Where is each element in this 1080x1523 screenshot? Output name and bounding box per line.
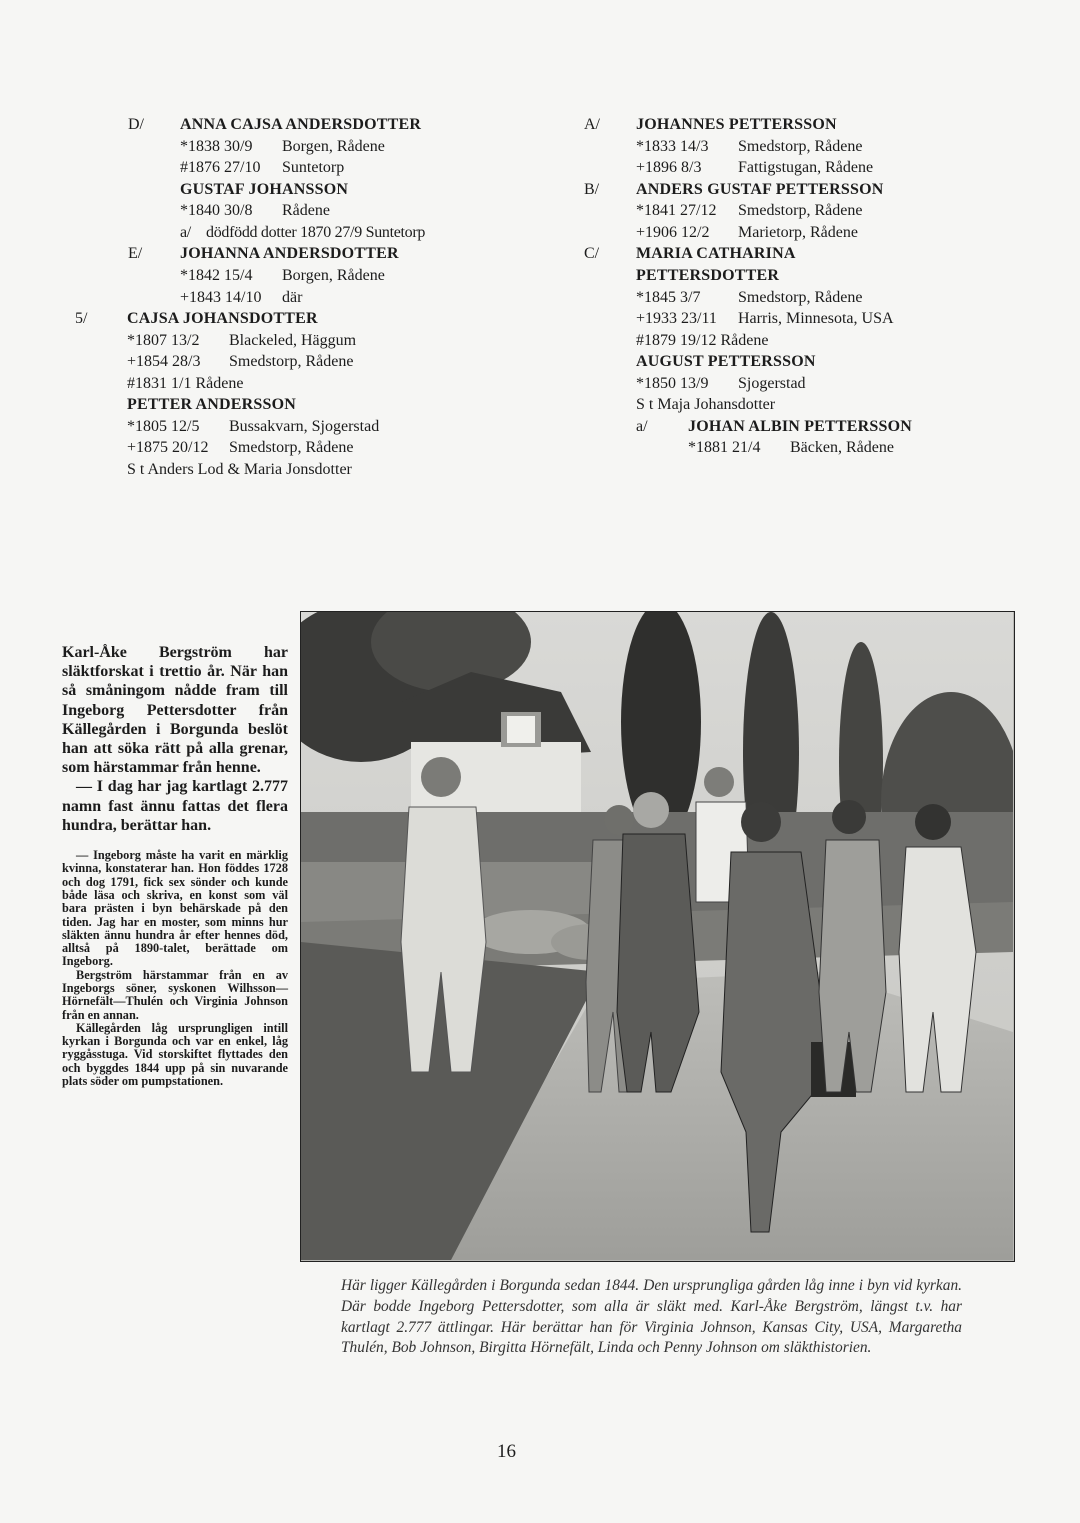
entry-parents: S t Maja Johansdotter xyxy=(636,396,776,413)
entry-label: B/ xyxy=(584,181,600,198)
entry-place: dödfödd dotter 1870 27/9 Suntetorp xyxy=(206,224,426,241)
entry-name: GUSTAF JOHANSSON xyxy=(180,181,349,198)
article-text xyxy=(62,643,288,1088)
entry-place: Harris, Minnesota, USA xyxy=(738,310,894,327)
article-body-paragraph: Bergström härstammar från en av Ingeborgs söner, syskonen Wilhsson—Hörnefält—Thulén och Virginia Johnson från en annan. xyxy=(62,967,288,1022)
entry-place: Marietorp, Rådene xyxy=(738,224,858,241)
photo-illustration xyxy=(301,612,1013,1260)
entry-date: *1841 27/12 xyxy=(636,202,717,219)
entry-place: där xyxy=(282,289,303,306)
entry-date: *1838 30/9 xyxy=(180,138,253,155)
entry-date: *1850 13/9 xyxy=(636,375,709,392)
entry-date: #1876 27/10 xyxy=(180,159,261,176)
entry-place: Smedstorp, Rådene xyxy=(738,138,863,155)
entry-place: Rådene xyxy=(282,202,330,219)
entry-date: +1843 14/10 xyxy=(180,289,262,306)
entry-name: AUGUST PETTERSSON xyxy=(636,353,816,370)
entry-date: *1842 15/4 xyxy=(180,267,253,284)
article-body-paragraph: Källegården låg ursprungligen intill kyrkan i Borgunda och var en enkel, låg ryggåsstuga. Vid storskiftet flyttades den och byggdes 1844 upp på sin nuvarande plats söder om pumpstationen. xyxy=(62,1020,288,1089)
entry-place: Smedstorp, Rådene xyxy=(738,289,863,306)
entry-date: *1833 14/3 xyxy=(636,138,709,155)
entry-parents: S t Anders Lod & Maria Jonsdotter xyxy=(127,461,352,478)
photo-caption: Här ligger Källegården i Borgunda sedan 1844. Den ursprungliga gården låg inne i byn vid kyrkan. Där bodde Ingeborg Pettersdotter, som alla är släkt med. Karl-Åke Bergström, längst t.v. har kartlagt 2.777 ättlingar. Här berättar han för Virginia Johnson, Kansas City, USA, Margaretha Thulén, Bob Johnson, Birgitta Hörnefält, Linda och Penny Johnson om släkthistorien. xyxy=(341,1277,962,1357)
entry-place: Smedstorp, Rådene xyxy=(229,439,354,456)
entry-label: A/ xyxy=(584,116,600,133)
page-number: 16 xyxy=(497,1441,516,1462)
entry-date: +1906 12/2 xyxy=(636,224,710,241)
entry-name: MARIA CATHARINA xyxy=(636,245,796,262)
entry-place: Fattigstugan, Rådene xyxy=(738,159,874,176)
entry-place: Smedstorp, Rådene xyxy=(738,202,863,219)
entry-date: a/ xyxy=(180,224,191,241)
entry-date: +1896 8/3 xyxy=(636,159,702,176)
entry-place: Bussakvarn, Sjogerstad xyxy=(229,418,380,435)
entry-date: *1840 30/8 xyxy=(180,202,253,219)
entry-name: PETTER ANDERSSON xyxy=(127,396,297,413)
entry-label: D/ xyxy=(128,116,144,133)
entry-date: +1854 28/3 xyxy=(127,353,201,370)
article-body-paragraph: — Ingeborg måste ha varit en märklig kvinna, konstaterar han. Hon föddes 1728 och dog 1791, fick sex sönder och kunde både läsa och skriva, en konst som väl bara prästen i byn behärskade på den tiden. Jag har en moster, som minns hur släkten ännu hundra år efter hennes död, alltså på 1890-talet, berättade om Ingeborg. xyxy=(62,848,288,969)
entry-date: *1805 12/5 xyxy=(127,418,200,435)
entry-date: *1881 21/4 xyxy=(688,439,761,456)
entry-name: PETTERSDOTTER xyxy=(636,267,780,284)
entry-date: *1845 3/7 xyxy=(636,289,701,306)
entry-date: +1875 20/12 xyxy=(127,439,209,456)
entry-name: ANDERS GUSTAF PETTERSSON xyxy=(636,181,884,198)
entry-place: Borgen, Rådene xyxy=(282,138,385,155)
entry-place: Borgen, Rådene xyxy=(282,267,385,284)
entry-label: E/ xyxy=(128,245,143,262)
article-lead: Karl-Åke Bergström har släktforskat i trettio år. När han så småningom nådde fram till Ingeborg Pettersdotter från Källegården i Borgunda beslöt han att söka rätt på alla grenar, som härstammar från henne. xyxy=(62,644,288,777)
entry-marriage: #1831 1/1 Rådene xyxy=(127,375,244,392)
entry-name: CAJSA JOHANSDOTTER xyxy=(127,310,318,327)
entry-place: Suntetorp xyxy=(282,159,345,176)
group-photo xyxy=(300,611,1015,1262)
entry-date: *1807 13/2 xyxy=(127,332,200,349)
entry-marriage: #1879 19/12 Rådene xyxy=(636,332,769,349)
entry-place: Blackeled, Häggum xyxy=(229,332,357,349)
entry-date: +1933 23/11 xyxy=(636,310,717,327)
entry-place: Sjogerstad xyxy=(738,375,806,392)
entry-name: JOHANNA ANDERSDOTTER xyxy=(180,245,399,262)
entry-name: JOHAN ALBIN PETTERSSON xyxy=(688,418,913,435)
entry-label: a/ xyxy=(636,418,648,435)
entry-name: JOHANNES PETTERSSON xyxy=(636,116,837,133)
entry-label: C/ xyxy=(584,245,600,262)
entry-place: Bäcken, Rådene xyxy=(790,439,894,456)
entry-place: Smedstorp, Rådene xyxy=(229,353,354,370)
entry-name: ANNA CAJSA ANDERSDOTTER xyxy=(180,116,422,133)
entry-label: 5/ xyxy=(75,310,88,327)
article-quote: — I dag har jag kartlagt 2.777 namn fast ännu fattas det flera hundra, berättar han. xyxy=(62,778,288,834)
